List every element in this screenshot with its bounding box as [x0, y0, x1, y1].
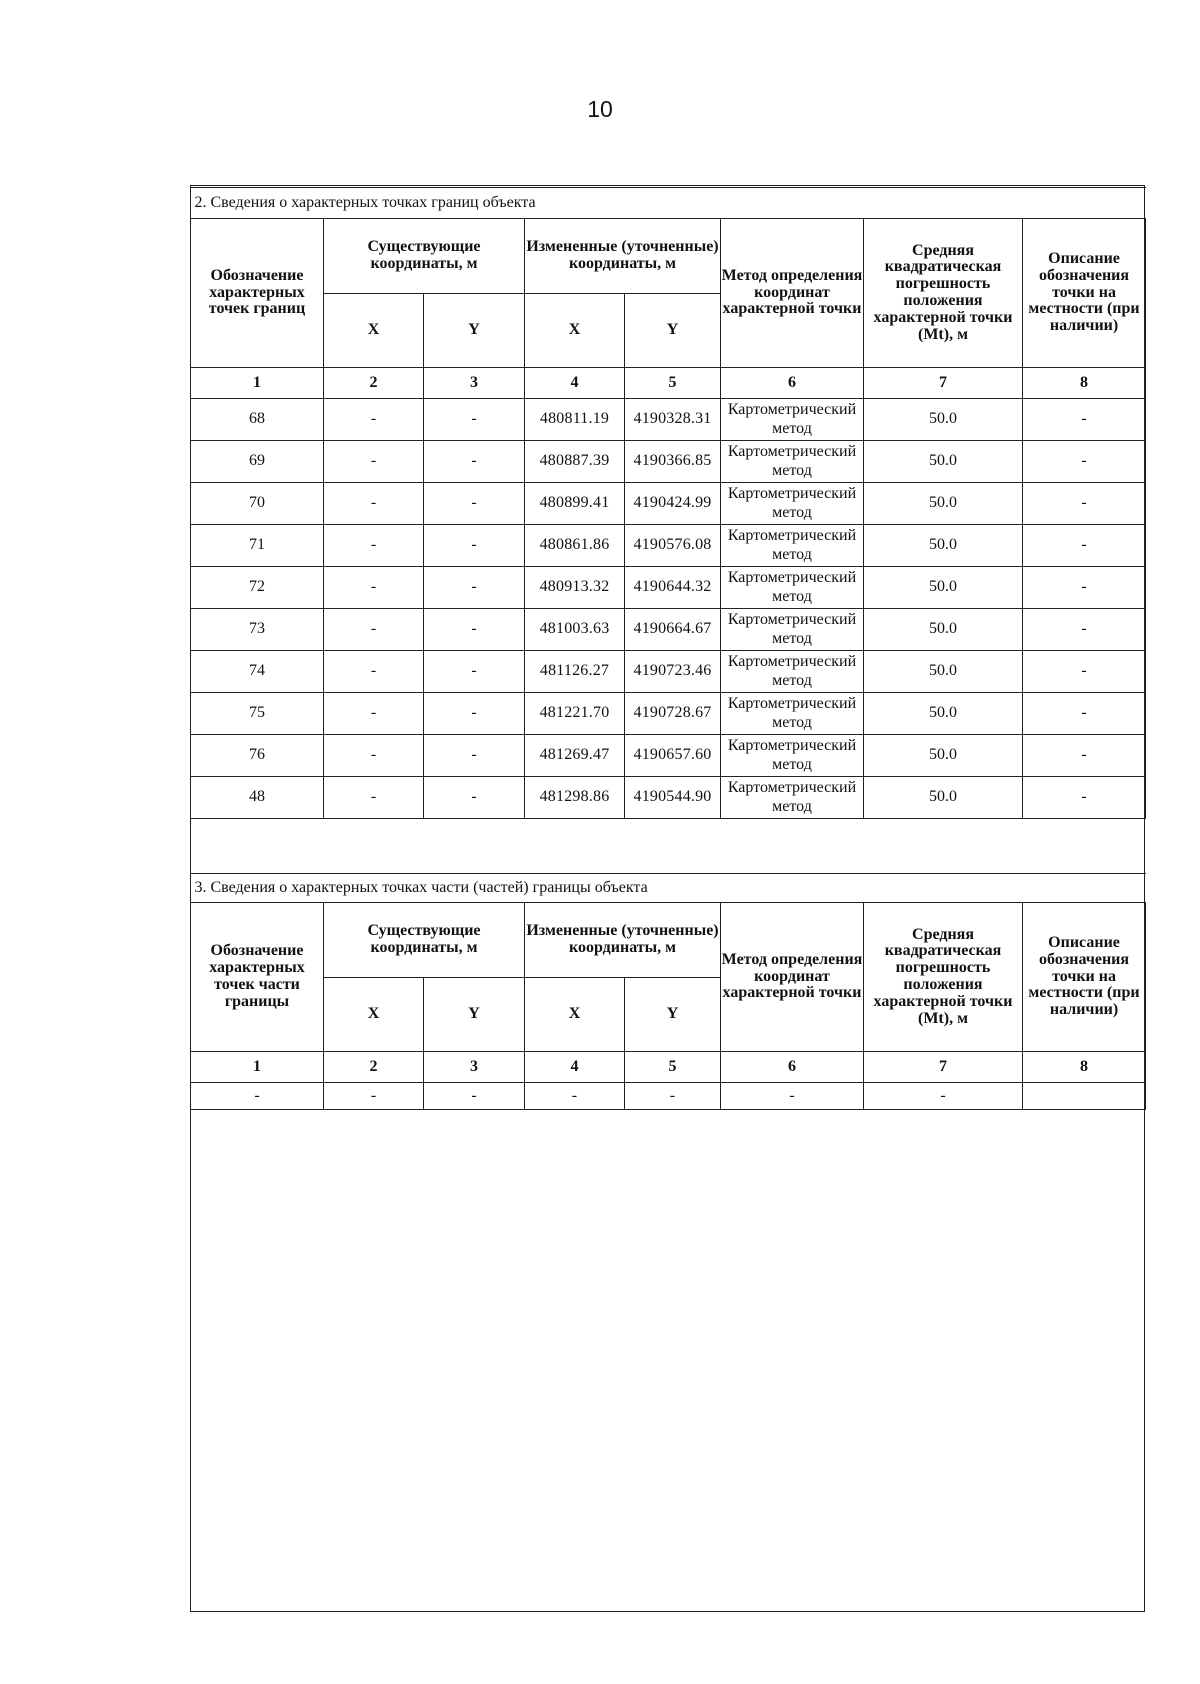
changed-y-cell: 4190366.85 — [625, 441, 721, 483]
changed-y-cell: 4190424.99 — [625, 483, 721, 525]
column-number: 2 — [324, 368, 424, 399]
page-number: 10 — [587, 96, 613, 122]
point-designation-cell: 76 — [191, 735, 324, 777]
header-changed-y: Y — [625, 294, 721, 368]
changed-x-cell: 481221.70 — [525, 693, 625, 735]
changed-y-cell: 4190644.32 — [625, 567, 721, 609]
mean-error-cell: 50.0 — [864, 399, 1023, 441]
changed-x-cell: 480887.39 — [525, 441, 625, 483]
section-3-caption: 3. Сведения о характерных точках части (частей) границы объекта — [191, 874, 1146, 903]
method-cell: Картометрический метод — [721, 693, 864, 735]
point-designation-cell: 74 — [191, 651, 324, 693]
header-point-designation: Обозначение характерных точек границ — [191, 219, 324, 368]
description-cell — [1023, 1083, 1146, 1110]
column-number: 5 — [625, 1052, 721, 1083]
column-numbers-row — [191, 368, 1146, 399]
existing-y-cell: - — [424, 483, 525, 525]
description-cell: - — [1023, 399, 1146, 441]
mean-error-cell: 50.0 — [864, 525, 1023, 567]
table-row — [191, 777, 1146, 819]
mean-error-cell: 50.0 — [864, 567, 1023, 609]
existing-x-cell: - — [324, 693, 424, 735]
changed-y-cell: 4190657.60 — [625, 735, 721, 777]
description-cell: - — [1023, 441, 1146, 483]
header-existing-coordinates: Существующие координаты, м — [324, 219, 525, 294]
changed-y-cell: 4190544.90 — [625, 777, 721, 819]
method-cell: Картометрический метод — [721, 441, 864, 483]
header-changed-y: Y — [625, 978, 721, 1052]
table-row — [191, 441, 1146, 483]
point-designation-cell: 72 — [191, 567, 324, 609]
existing-y-cell: - — [424, 777, 525, 819]
changed-x-cell: 481126.27 — [525, 651, 625, 693]
description-cell: - — [1023, 693, 1146, 735]
column-number: 4 — [525, 1052, 625, 1083]
changed-x-cell: 480861.86 — [525, 525, 625, 567]
table-row — [191, 525, 1146, 567]
changed-y-cell: 4190728.67 — [625, 693, 721, 735]
column-number: 5 — [625, 368, 721, 399]
column-number: 7 — [864, 1052, 1023, 1083]
header-description: Описание обозначения точки на местности (при наличии) — [1023, 219, 1146, 368]
method-cell: Картометрический метод — [721, 399, 864, 441]
existing-y-cell: - — [424, 651, 525, 693]
existing-y-cell: - — [424, 567, 525, 609]
header-changed-coordinates: Измененные (уточненные) координаты, м — [525, 219, 721, 294]
changed-x-cell: 481003.63 — [525, 609, 625, 651]
table-row — [191, 735, 1146, 777]
column-number: 6 — [721, 1052, 864, 1083]
boundary-points-table — [190, 187, 1146, 819]
point-designation-cell: 70 — [191, 483, 324, 525]
column-number: 8 — [1023, 1052, 1146, 1083]
table-row — [191, 399, 1146, 441]
changed-x-cell: 481298.86 — [525, 777, 625, 819]
table-row — [191, 651, 1146, 693]
description-cell: - — [1023, 567, 1146, 609]
existing-x-cell: - — [324, 441, 424, 483]
header-part-point-designation: Обозначение характерных точек части границы — [191, 903, 324, 1052]
method-cell: Картометрический метод — [721, 735, 864, 777]
point-designation-cell: 71 — [191, 525, 324, 567]
table-row — [191, 483, 1146, 525]
existing-x-cell: - — [324, 567, 424, 609]
method-cell: Картометрический метод — [721, 651, 864, 693]
changed-x-cell: 480913.32 — [525, 567, 625, 609]
header-method: Метод определения координат характерной точки — [721, 219, 864, 368]
existing-x-cell: - — [324, 777, 424, 819]
mean-error-cell: 50.0 — [864, 777, 1023, 819]
changed-y-cell: 4190664.67 — [625, 609, 721, 651]
existing-x-cell: - — [324, 735, 424, 777]
method-cell: Картометрический метод — [721, 483, 864, 525]
mean-error-cell: 50.0 — [864, 735, 1023, 777]
point-designation-cell: 73 — [191, 609, 324, 651]
existing-y-cell: - — [424, 609, 525, 651]
existing-x-cell: - — [324, 399, 424, 441]
table-row — [191, 693, 1146, 735]
method-cell: Картометрический метод — [721, 525, 864, 567]
changed-x-cell: 481269.47 — [525, 735, 625, 777]
description-cell: - — [1023, 777, 1146, 819]
header-existing-y: Y — [424, 978, 525, 1052]
changed-x-cell: - — [525, 1083, 625, 1110]
mean-error-cell: 50.0 — [864, 693, 1023, 735]
existing-y-cell: - — [424, 735, 525, 777]
description-cell: - — [1023, 609, 1146, 651]
method-cell: Картометрический метод — [721, 609, 864, 651]
column-numbers-row — [191, 1052, 1146, 1083]
existing-y-cell: - — [424, 441, 525, 483]
column-number: 1 — [191, 368, 324, 399]
point-designation-cell: 48 — [191, 777, 324, 819]
column-number: 7 — [864, 368, 1023, 399]
description-cell: - — [1023, 483, 1146, 525]
method-cell: - — [721, 1083, 864, 1110]
mean-error-cell: 50.0 — [864, 441, 1023, 483]
existing-x-cell: - — [324, 1083, 424, 1110]
existing-x-cell: - — [324, 525, 424, 567]
boundary-points-body — [191, 399, 1146, 819]
header-changed-x: X — [525, 294, 625, 368]
column-number: 4 — [525, 368, 625, 399]
column-number: 2 — [324, 1052, 424, 1083]
existing-y-cell: - — [424, 399, 525, 441]
changed-y-cell: 4190723.46 — [625, 651, 721, 693]
header-changed-x: X — [525, 978, 625, 1052]
changed-x-cell: 480811.19 — [525, 399, 625, 441]
description-cell: - — [1023, 651, 1146, 693]
point-designation-cell: - — [191, 1083, 324, 1110]
changed-y-cell: 4190576.08 — [625, 525, 721, 567]
existing-x-cell: - — [324, 609, 424, 651]
column-number: 3 — [424, 368, 525, 399]
part-boundary-points-body — [191, 1083, 1146, 1110]
column-number: 8 — [1023, 368, 1146, 399]
changed-y-cell: - — [625, 1083, 721, 1110]
point-designation-cell: 68 — [191, 399, 324, 441]
description-cell: - — [1023, 525, 1146, 567]
existing-y-cell: - — [424, 525, 525, 567]
method-cell: Картометрический метод — [721, 567, 864, 609]
section-2-caption: 2. Сведения о характерных точках границ объекта — [191, 188, 1146, 219]
part-boundary-points-table — [190, 873, 1146, 1110]
mean-error-cell: 50.0 — [864, 651, 1023, 693]
header-existing-coordinates: Существующие координаты, м — [324, 903, 525, 978]
column-number: 6 — [721, 368, 864, 399]
table-row — [191, 1083, 1146, 1110]
method-cell: Картометрический метод — [721, 777, 864, 819]
header-changed-coordinates: Измененные (уточненные) координаты, м — [525, 903, 721, 978]
header-mean-error: Средняя квадратическая погрешность положения характерной точки (Mt), м — [864, 903, 1023, 1052]
changed-x-cell: 480899.41 — [525, 483, 625, 525]
existing-x-cell: - — [324, 651, 424, 693]
mean-error-cell: - — [864, 1083, 1023, 1110]
existing-y-cell: - — [424, 1083, 525, 1110]
point-designation-cell: 69 — [191, 441, 324, 483]
existing-x-cell: - — [324, 483, 424, 525]
header-existing-x: X — [324, 294, 424, 368]
header-mean-error: Средняя квадратическая погрешность положения характерной точки (Mt), м — [864, 219, 1023, 368]
column-number: 3 — [424, 1052, 525, 1083]
header-description: Описание обозначения точки на местности (при наличии) — [1023, 903, 1146, 1052]
existing-y-cell: - — [424, 693, 525, 735]
header-existing-y: Y — [424, 294, 525, 368]
header-existing-x: X — [324, 978, 424, 1052]
mean-error-cell: 50.0 — [864, 483, 1023, 525]
description-cell: - — [1023, 735, 1146, 777]
mean-error-cell: 50.0 — [864, 609, 1023, 651]
changed-y-cell: 4190328.31 — [625, 399, 721, 441]
header-method: Метод определения координат характерной точки — [721, 903, 864, 1052]
table-row — [191, 609, 1146, 651]
column-number: 1 — [191, 1052, 324, 1083]
point-designation-cell: 75 — [191, 693, 324, 735]
table-row — [191, 567, 1146, 609]
